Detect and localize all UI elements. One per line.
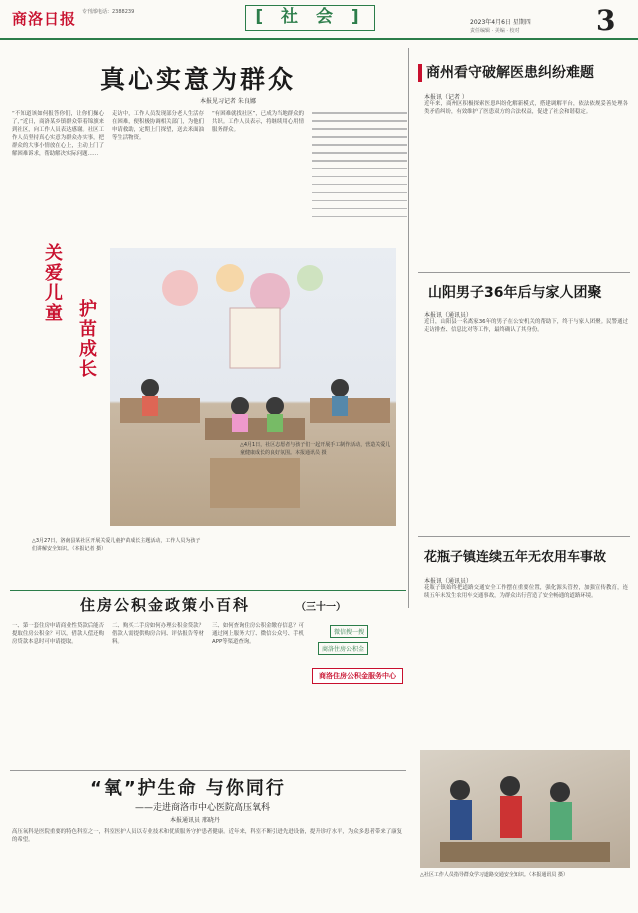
right3-photo-caption: △社区工作人员指导群众学习道路交通安全知识。（本报通讯员 摄） <box>420 872 568 878</box>
policy-body-col1: 一、第一套住房申请商业性贷款后能否提取住房公积金？可以，借款人偿还购房贷款本息时可申请提取。 <box>12 623 104 645</box>
traffic-safety-photo <box>420 750 630 868</box>
lead-body-col4 <box>312 112 407 232</box>
masthead <box>0 0 638 40</box>
right1-body: 近年来，商州区积极探索医患纠纷化解新模式，搭建调解平台，依法依规妥善处理各类矛盾纠纷，有效维护了医患双方的合法权益，促进了社会和谐稳定。 <box>424 101 628 115</box>
accent-bar-1 <box>418 64 422 82</box>
hospital-top-rule <box>10 770 406 771</box>
right-rule-2 <box>418 536 630 537</box>
wechat-account-badge: 商洛住房公积金 <box>318 642 368 655</box>
policy-series: （三十一） <box>296 602 346 613</box>
issue-date: 2023年4月6日 星期四 <box>470 19 531 26</box>
photo-caption-right: △4月1日，社区志愿者与孩子们一起开展手工制作活动，营造关爱儿童健康成长的良好氛围。本报通讯员 摄 <box>240 442 391 456</box>
policy-body-col2: 二、购买二手房如何办理公积金贷款？借款人需提供购房合同、评估报告等材料。 <box>112 623 204 645</box>
editors-line: 责任编辑 · 美编 · 校对 <box>470 28 520 34</box>
right-rule-1 <box>418 272 630 273</box>
hospital-subtitle: ——走进商洛市中心医院高压氧科 <box>135 803 271 813</box>
hospital-body: 高压氧科是医院重要的特色科室之一，科室医护人员以专业技术和优质服务守护患者健康。近年来，科室不断引进先进设备，提升诊疗水平，为众多患者带来了康复的希望。 <box>12 829 402 843</box>
hospital-byline: 本报通讯员 邢晓丹 <box>170 817 220 824</box>
photo-title-b: 护苗成长 <box>79 299 97 380</box>
photo-title-a: 关爱儿童 <box>45 243 63 324</box>
policy-top-rule <box>10 590 406 591</box>
newspaper-logo: 商洛日报 <box>12 10 77 28</box>
right2-headline: 山阳男子36年后与家人团聚 <box>428 285 602 301</box>
lead-headline: 真心实意为群众 <box>100 65 297 94</box>
children-classroom-photo <box>110 248 396 526</box>
classroom-illustration <box>110 248 396 526</box>
right3-byline: 本报讯（通讯员） <box>424 578 473 585</box>
lead-body-col2: 走访中，工作人员发现部分老人生活存在困难，便积极协调相关部门，为他们申请救助，定期上门探望，送去米面油等生活物资。 <box>112 111 204 141</box>
logo-subline: 专刊部电话：2388239 <box>82 9 135 15</box>
wechat-search-badge: 微信搜一搜 <box>330 625 368 638</box>
photo-caption-left: △3月27日，洛南县某社区开展关爱儿童护苗成长主题活动，工作人员为孩子们讲解安全知识。（本报记者 摄） <box>32 538 201 552</box>
hospital-headline: “氧”护生命 与你同行 <box>90 778 286 799</box>
lead-body-col3: “有困难就找社区”，已成为当地群众的共识。工作人员表示，将继续用心用情服务群众。 <box>212 111 304 133</box>
section-title: [ 社 会 ] <box>245 5 375 31</box>
right2-body: 近日，山阳县一名离家36年的男子在公安机关的帮助下，终于与家人团聚。民警通过走访排查、信息比对等工作，最终确认了其身份。 <box>424 319 628 333</box>
fund-center-badge: 商洛住房公积金服务中心 <box>312 668 403 684</box>
column-divider <box>408 48 409 608</box>
right3-body: 花瓶子镇始终把道路交通安全工作摆在重要位置，强化源头管控，加强宣传教育，连续五年未发生农用车交通事故，为群众出行营造了安全畅通的道路环境。 <box>424 585 628 599</box>
policy-headline: 住房公积金政策小百科 <box>80 596 251 614</box>
page-number: 3 <box>596 4 616 37</box>
right2-byline: 本报讯（通讯员） <box>424 312 473 319</box>
right1-headline: 商州看守破解医患纠纷难题 <box>426 65 594 81</box>
right1-byline: 本报讯（记者 ） <box>424 94 468 101</box>
people-illustration <box>420 750 630 868</box>
right3-headline: 花瓶子镇连续五年无农用车事故 <box>424 550 607 565</box>
lead-byline: 本报见习记者 朱良娜 <box>200 98 256 105</box>
lead-body-col1: “不知道该如何报答你们，让你们操心了，”近日，商洛某乡镇群众带着锦旗来到社区，向工作人员表达感谢。社区工作人员坚持真心实意为群众办实事，把群众的大事小情放在心上，主动上门了解困难诉求，帮助解决实际问题…… <box>12 111 104 157</box>
policy-body-col3: 三、如何查询住房公积金缴存信息？可通过网上服务大厅、微信公众号、手机APP等渠道查询。 <box>212 623 304 645</box>
